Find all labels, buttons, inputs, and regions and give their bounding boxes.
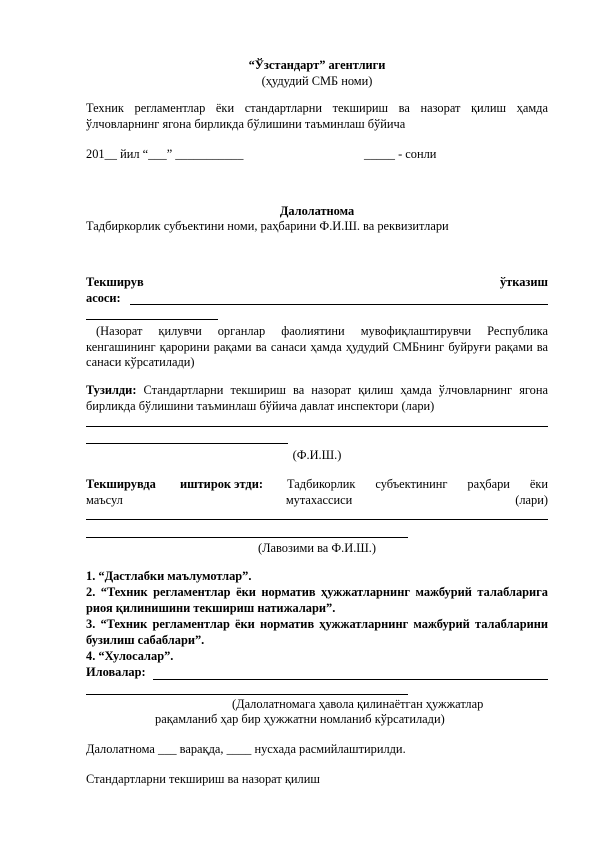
composed-fill-line-2 xyxy=(86,443,288,444)
attachments-caption-1: (Далолатномага ҳавола қилинаётган ҳужжатлар xyxy=(232,697,484,711)
executed-statement: Далолатнома ___ варақда, ____ нусхада расмийлаштирилди. xyxy=(86,742,406,756)
participants-word-1: Текширувда xyxy=(86,477,156,491)
number-line: _____ - сонли xyxy=(364,147,437,161)
participants-text-a: Тадбикорлик субъектининг раҳбари ёки xyxy=(287,477,548,491)
composed-caption: (Ф.И.Ш.) xyxy=(292,448,342,462)
basis-label-left: Текширув xyxy=(86,275,144,289)
attachments-fill-line xyxy=(153,679,548,680)
section-1: 1. “Дастлабки маълумотлар”. xyxy=(86,569,252,583)
participants-row-2 xyxy=(86,493,548,509)
basis-fill-line xyxy=(130,304,548,305)
participants-fill-line-2 xyxy=(86,537,408,538)
attachments-label: Иловалар: xyxy=(86,665,146,679)
section-2: 2. “Техник регламентлар ёки норматив ҳужжатларнинг мажбурий талабларига риоя қилинишини текшириш натижалари”. xyxy=(86,585,548,615)
act-title: Далолатнома xyxy=(279,204,355,218)
basis-label-second: асоси: xyxy=(86,291,121,305)
closing-line: Стандартларни текшириш ва назорат қилиш xyxy=(86,772,320,786)
section-3: 3. “Техник регламентлар ёки норматив ҳужжатларнинг мажбурий талабларини бузилиш сабаблари”. xyxy=(86,617,548,647)
basis-fill-line-2 xyxy=(86,319,218,320)
agency-name: “Ўзстандарт” агентлиги xyxy=(248,58,386,72)
participants-caption: (Лавозими ва Ф.И.Ш.) xyxy=(257,541,377,555)
regional-name-caption: (ҳудудий СМБ номи) xyxy=(261,74,373,88)
participants-label-a xyxy=(86,477,156,493)
composed-paragraph xyxy=(86,383,548,414)
act-subtitle: Тадбиркорлик субъектини номи, раҳбарини Ф.И.Ш. ва реквизитлари xyxy=(86,219,449,233)
attachments-fill-line-2 xyxy=(86,694,408,695)
basis-label-row xyxy=(86,275,548,291)
basis-note: (Назорат қилувчи органлар фаолиятини мувофиқлаштирувчи Республика кенгашининг қарорини рақами ва санаси ҳамда ҳудудий СМБнинг буйруғи рақами ва санаси кўрсатилади) xyxy=(86,324,548,370)
section-4: 4. “Хулосалар”. xyxy=(86,649,174,663)
attachments-caption-2: рақамланиб ҳар бир ҳужжатни номланиб кўрсатилади) xyxy=(155,712,445,726)
composed-text: Стандартларни текшириш ва назорат қилиш ҳамда ўлчовларнинг ягона бирликда бўлишини таъминлаш бўйича давлат инспектори (лари) xyxy=(86,383,548,413)
document-subject: Техник регламентлар ёки стандартларни текшириш ва назорат қилиш ҳамда ўлчовларнинг ягона бирликда бўлишини таъминлаш бўйича xyxy=(86,101,548,131)
basis-label-right: ўтказиш xyxy=(499,275,548,289)
participants-label-b: иштирок этди: xyxy=(180,477,263,491)
participants-text-b3: (лари) xyxy=(515,493,548,507)
composed-fill-line xyxy=(86,426,548,427)
date-line: 201__ йил “___” ___________ xyxy=(86,147,244,161)
participants-text-b2: мутахассиси xyxy=(285,493,353,507)
participants-text-b1: маъсул xyxy=(86,493,123,507)
participants-fill-line xyxy=(86,519,548,520)
composed-label: Тузилди: xyxy=(86,383,137,397)
